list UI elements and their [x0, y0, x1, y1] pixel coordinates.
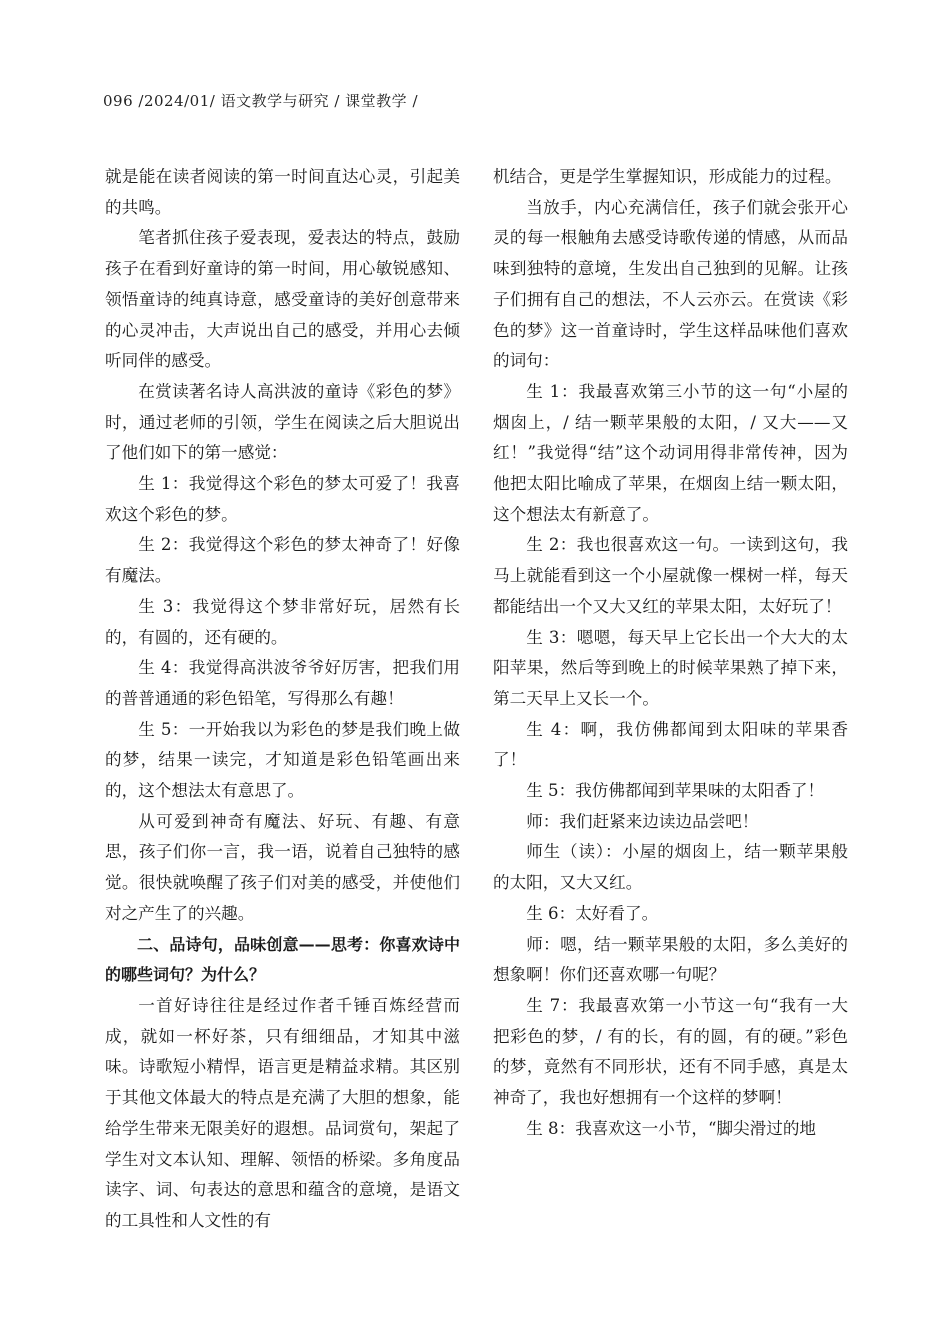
- paragraph: 在赏读著名诗人高洪波的童诗《彩色的梦》时，通过老师的引领，学生在阅读之后大胆说出了他们如下的第一感觉：: [105, 381, 460, 463]
- paragraph: 生 4：我觉得高洪波爷爷好厉害，把我们用的普普通通的彩色铅笔，写得那么有趣！: [105, 658, 460, 708]
- paragraph: 生 6：太好看了。: [526, 903, 659, 923]
- paragraph: 生 3：嗯嗯，每天早上它长出一个大大的太阳苹果，然后等到晚上的时候苹果熟了掉下来，第二天早上又长一个。: [493, 627, 848, 708]
- paragraph: 师生（读）：小屋的烟囱上，结一颗苹果般的太阳，又大又红。: [493, 842, 848, 893]
- paragraph: 生 5：一开始我以为彩色的梦是我们晚上做的梦，结果一读完，才知道是彩色铅笔画出来的，这个想法太有意思了。: [105, 719, 460, 801]
- paragraph: 生 8：我喜欢这一小节，“脚尖滑过的地: [526, 1118, 817, 1138]
- paragraph: 生 1：我最喜欢第三小节的这一句“小屋的烟囱上，/ 结一颗苹果般的太阳，/ 又大——又红！”我觉得“结”这个动词用得非常传神，因为他把太阳比喻成了苹果，在烟囱上结一颗太阳，这个想法太有新意了。: [493, 381, 848, 524]
- paragraph: 一首好诗往往是经过作者千锤百炼经营而成，就如一杯好茶，只有细细品，才知其中滋味。诗歌短小精悍，语言更是精益求精。其区别于其他文体最大的特点是充满了大胆的想象，能给学生带来无限美好的遐想。品词赏句，架起了学生对文本认知、理解、领悟的桥梁。多角度品读字、词、句表达的意思和蕴含的意境，是语文的工具性和人文性的有: [105, 995, 460, 1230]
- paragraph: 笔者抓住孩子爱表现，爱表达的特点，鼓励孩子在看到好童诗的第一时间，用心敏锐感知、领悟童诗的纯真诗意，感受童诗的美好创意带来的心灵冲击，大声说出自己的感受，并用心去倾听同伴的感受。: [105, 228, 460, 371]
- paragraph: 当放手，内心充满信任，孩子们就会张开心灵的每一根触角去感受诗歌传递的情感，从而品味到独特的意境，生发出自己独到的见解。让孩子们拥有自己的想法，不人云亦云。在赏读《彩色的梦》这一首童诗时，学生这样品味他们喜欢的词句：: [493, 197, 848, 371]
- paragraph: 就是能在读者阅读的第一时间直达心灵，引起美的共鸣。: [105, 167, 460, 217]
- running-header: 096 /2024/01/ 语文教学与研究 / 课堂教学 /: [103, 92, 419, 110]
- right-column: [493, 162, 848, 1145]
- section-heading: 二、品诗句，品味创意——思考：你喜欢诗中的哪些词句？为什么？: [105, 934, 460, 985]
- paragraph: 生 2：我觉得这个彩色的梦太神奇了！好像有魔法。: [105, 535, 460, 586]
- paragraph: 师：我们赶紧来边读边品尝吧！: [526, 811, 759, 831]
- paragraph: 生 7：我最喜欢第一小节这一句“我有一大把彩色的梦，/ 有的长，有的圆，有的硬。”彩色的梦，竟然有不同形状，还有不同手感，真是太神奇了，我也好想拥有一个这样的梦啊！: [493, 995, 848, 1108]
- paragraph: 生 3：我觉得这个梦非常好玩，居然有长的，有圆的，还有硬的。: [105, 596, 460, 647]
- paragraph: 生 5：我仿佛都闻到苹果味的太阳香了！: [526, 781, 825, 801]
- paragraph: 师：嗯，结一颗苹果般的太阳，多么美好的想象啊！你们还喜欢哪一句呢？: [493, 934, 848, 985]
- left-column: [105, 162, 460, 1237]
- paragraph: 生 2：我也很喜欢这一句。一读到这句，我马上就能看到这一个小屋就像一棵树一样，每天都能结出一个又大又红的苹果太阳，太好玩了！: [493, 535, 848, 616]
- paragraph: 生 1：我觉得这个彩色的梦太可爱了！我喜欢这个彩色的梦。: [105, 474, 460, 524]
- paragraph: 机结合，更是学生掌握知识，形成能力的过程。: [493, 167, 842, 186]
- paragraph: 生 4：啊，我仿佛都闻到太阳味的苹果香了！: [493, 719, 848, 770]
- paragraph: 从可爱到神奇有魔法、好玩、有趣、有意思，孩子们你一言，我一语，说着自己独特的感觉。很快就唤醒了孩子们对美的感受，并使他们对之产生了的兴趣。: [105, 811, 460, 923]
